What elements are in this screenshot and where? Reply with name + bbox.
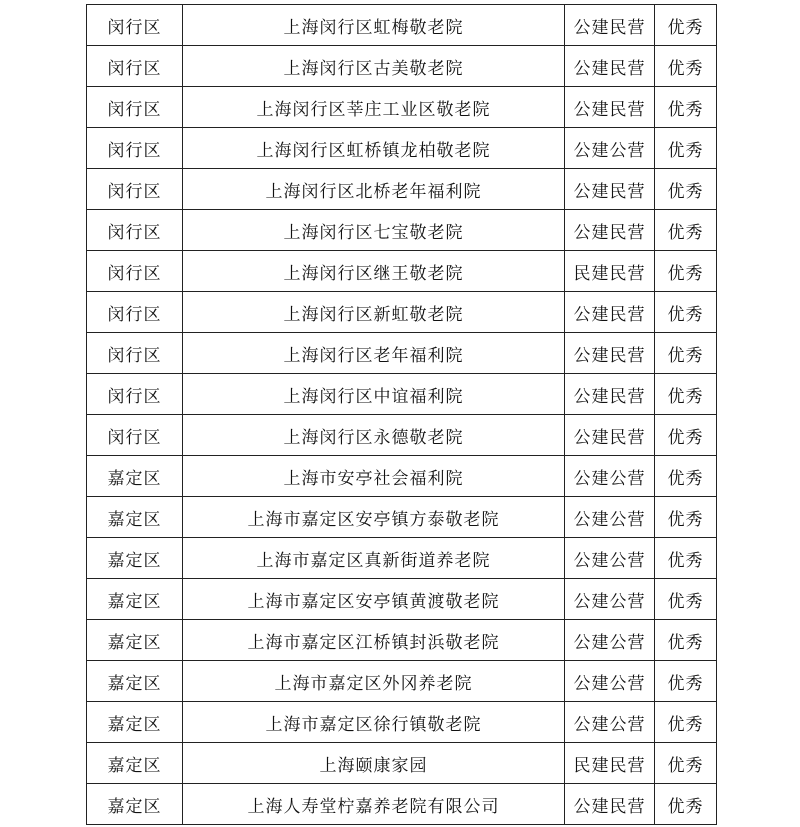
- institution-name-cell: 上海闵行区古美敬老院: [183, 46, 565, 87]
- rating-cell: 优秀: [655, 620, 717, 661]
- table-row: [87, 743, 717, 784]
- institution-name-cell: 上海市嘉定区安亭镇黄渡敬老院: [183, 579, 565, 620]
- table-body: [87, 5, 717, 825]
- institution-name-cell: 上海闵行区虹梅敬老院: [183, 5, 565, 46]
- rating-cell: 优秀: [655, 579, 717, 620]
- operation-type-cell: 公建民营: [565, 5, 655, 46]
- operation-type-cell: 公建民营: [565, 292, 655, 333]
- district-cell: 闵行区: [87, 292, 183, 333]
- rating-cell: 优秀: [655, 292, 717, 333]
- table-row: [87, 784, 717, 825]
- district-cell: 闵行区: [87, 210, 183, 251]
- table-row: [87, 46, 717, 87]
- operation-type-cell: 公建公营: [565, 620, 655, 661]
- district-cell: 闵行区: [87, 415, 183, 456]
- rating-cell: 优秀: [655, 5, 717, 46]
- institution-name-cell: 上海市安亭社会福利院: [183, 456, 565, 497]
- rating-cell: 优秀: [655, 497, 717, 538]
- institution-name-cell: 上海市嘉定区真新街道养老院: [183, 538, 565, 579]
- rating-cell: 优秀: [655, 251, 717, 292]
- institution-name-cell: 上海颐康家园: [183, 743, 565, 784]
- table-row: [87, 251, 717, 292]
- rating-cell: 优秀: [655, 702, 717, 743]
- institution-name-cell: 上海闵行区新虹敬老院: [183, 292, 565, 333]
- operation-type-cell: 公建民营: [565, 169, 655, 210]
- district-cell: 闵行区: [87, 46, 183, 87]
- rating-cell: 优秀: [655, 538, 717, 579]
- operation-type-cell: 公建民营: [565, 784, 655, 825]
- table-row: [87, 456, 717, 497]
- table-row: [87, 538, 717, 579]
- operation-type-cell: 公建民营: [565, 87, 655, 128]
- district-cell: 嘉定区: [87, 784, 183, 825]
- rating-cell: 优秀: [655, 333, 717, 374]
- operation-type-cell: 公建民营: [565, 415, 655, 456]
- institution-name-cell: 上海闵行区继王敬老院: [183, 251, 565, 292]
- institution-name-cell: 上海市嘉定区外冈养老院: [183, 661, 565, 702]
- rating-cell: 优秀: [655, 87, 717, 128]
- table-row: [87, 661, 717, 702]
- nursing-home-table: [86, 4, 717, 825]
- table-row: [87, 5, 717, 46]
- institution-name-cell: 上海市嘉定区江桥镇封浜敬老院: [183, 620, 565, 661]
- institution-name-cell: 上海闵行区莘庄工业区敬老院: [183, 87, 565, 128]
- institution-name-cell: 上海闵行区老年福利院: [183, 333, 565, 374]
- institution-name-cell: 上海市嘉定区徐行镇敬老院: [183, 702, 565, 743]
- district-cell: 嘉定区: [87, 702, 183, 743]
- table-row: [87, 497, 717, 538]
- institution-name-cell: 上海闵行区虹桥镇龙柏敬老院: [183, 128, 565, 169]
- table-row: [87, 415, 717, 456]
- rating-cell: 优秀: [655, 456, 717, 497]
- district-cell: 嘉定区: [87, 456, 183, 497]
- rating-cell: 优秀: [655, 374, 717, 415]
- table-row: [87, 333, 717, 374]
- operation-type-cell: 公建民营: [565, 333, 655, 374]
- table-row: [87, 210, 717, 251]
- table-row: [87, 128, 717, 169]
- table-row: [87, 620, 717, 661]
- rating-cell: 优秀: [655, 210, 717, 251]
- rating-cell: 优秀: [655, 661, 717, 702]
- operation-type-cell: 公建民营: [565, 46, 655, 87]
- rating-cell: 优秀: [655, 743, 717, 784]
- operation-type-cell: 公建公营: [565, 579, 655, 620]
- table-row: [87, 292, 717, 333]
- institution-name-cell: 上海闵行区北桥老年福利院: [183, 169, 565, 210]
- operation-type-cell: 公建民营: [565, 210, 655, 251]
- district-cell: 嘉定区: [87, 538, 183, 579]
- district-cell: 闵行区: [87, 169, 183, 210]
- district-cell: 闵行区: [87, 87, 183, 128]
- rating-cell: 优秀: [655, 415, 717, 456]
- operation-type-cell: 公建公营: [565, 661, 655, 702]
- institution-name-cell: 上海市嘉定区安亭镇方泰敬老院: [183, 497, 565, 538]
- institution-name-cell: 上海闵行区七宝敬老院: [183, 210, 565, 251]
- table-row: [87, 87, 717, 128]
- district-cell: 嘉定区: [87, 661, 183, 702]
- table-row: [87, 702, 717, 743]
- district-cell: 闵行区: [87, 333, 183, 374]
- district-cell: 嘉定区: [87, 497, 183, 538]
- operation-type-cell: 民建民营: [565, 251, 655, 292]
- operation-type-cell: 民建民营: [565, 743, 655, 784]
- institution-name-cell: 上海闵行区中谊福利院: [183, 374, 565, 415]
- institution-name-cell: 上海闵行区永德敬老院: [183, 415, 565, 456]
- district-cell: 闵行区: [87, 251, 183, 292]
- table-row: [87, 374, 717, 415]
- district-cell: 闵行区: [87, 128, 183, 169]
- rating-cell: 优秀: [655, 46, 717, 87]
- operation-type-cell: 公建公营: [565, 702, 655, 743]
- district-cell: 嘉定区: [87, 620, 183, 661]
- operation-type-cell: 公建民营: [565, 374, 655, 415]
- district-cell: 闵行区: [87, 374, 183, 415]
- district-cell: 嘉定区: [87, 579, 183, 620]
- operation-type-cell: 公建公营: [565, 128, 655, 169]
- operation-type-cell: 公建公营: [565, 538, 655, 579]
- operation-type-cell: 公建公营: [565, 456, 655, 497]
- rating-cell: 优秀: [655, 784, 717, 825]
- institution-name-cell: 上海人寿堂柠嘉养老院有限公司: [183, 784, 565, 825]
- rating-cell: 优秀: [655, 128, 717, 169]
- rating-cell: 优秀: [655, 169, 717, 210]
- table-row: [87, 169, 717, 210]
- district-cell: 嘉定区: [87, 743, 183, 784]
- table-row: [87, 579, 717, 620]
- district-cell: 闵行区: [87, 5, 183, 46]
- operation-type-cell: 公建公营: [565, 497, 655, 538]
